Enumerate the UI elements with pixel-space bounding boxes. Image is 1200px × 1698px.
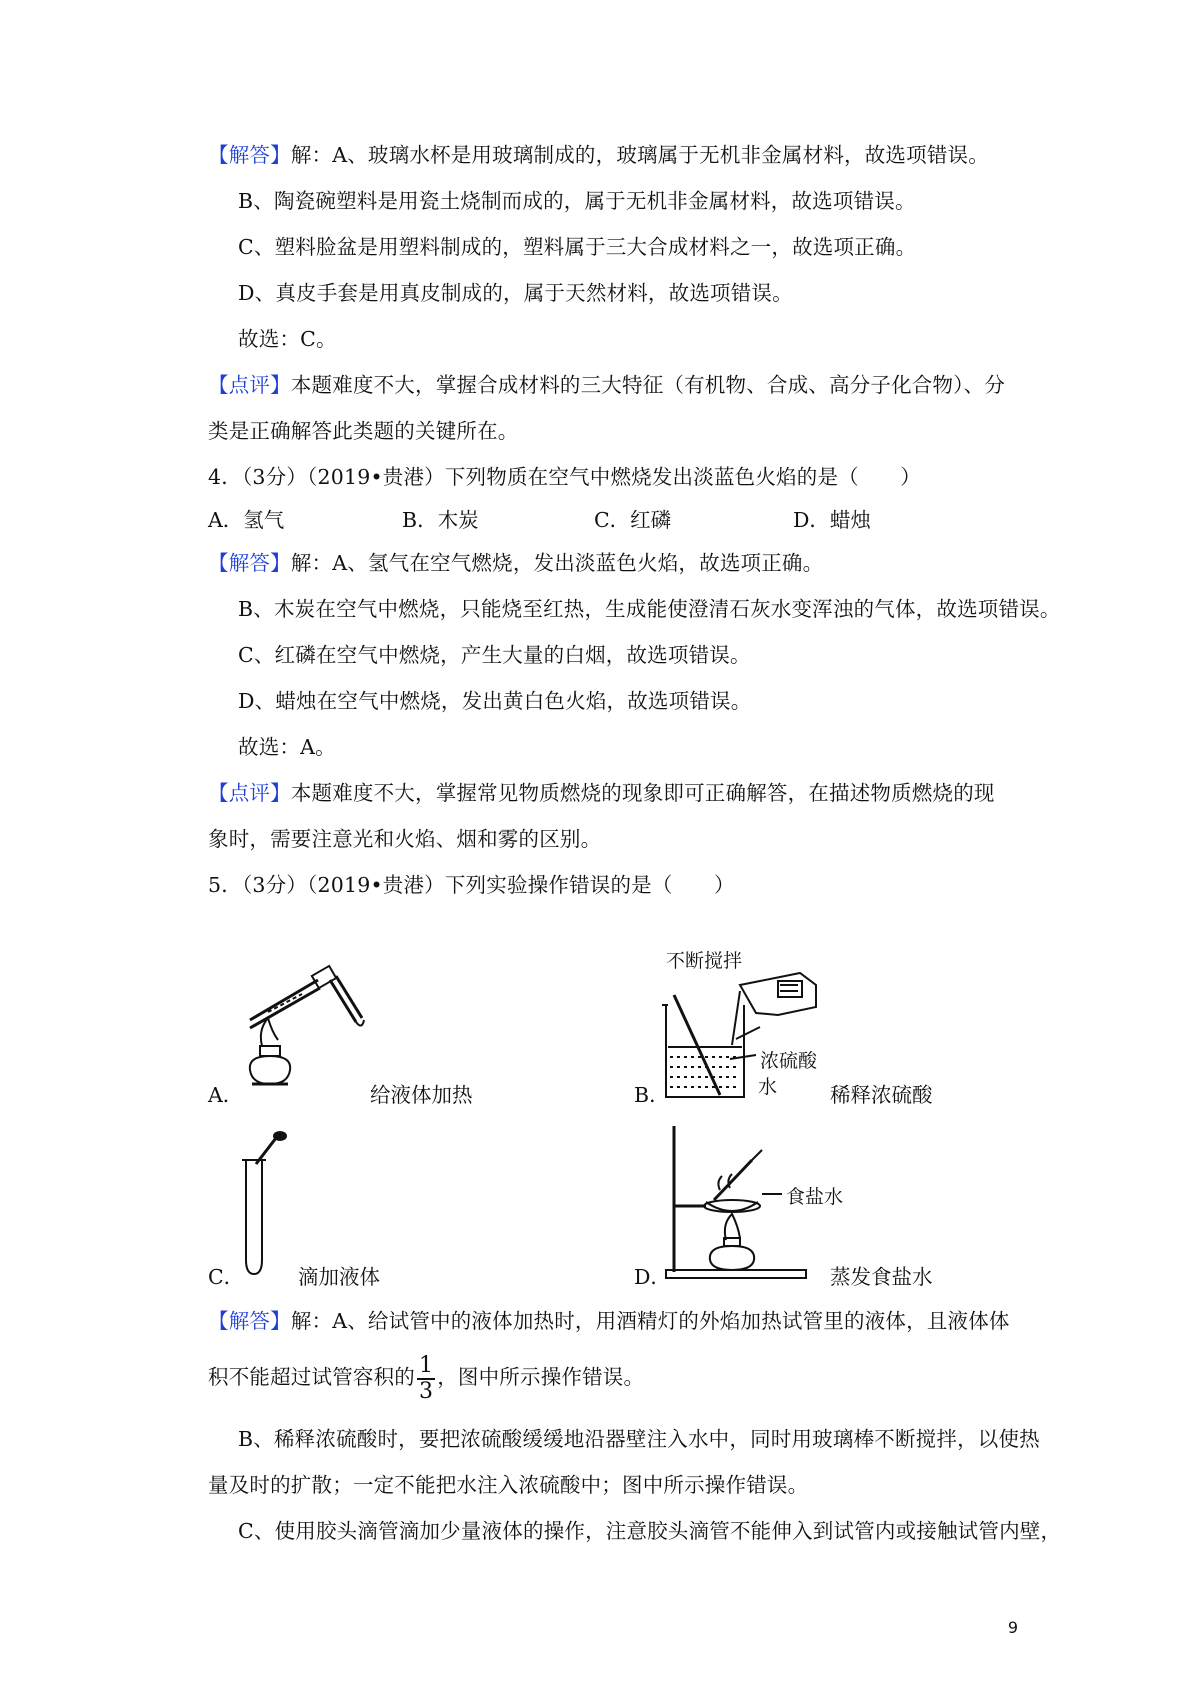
q5-option-a-caption: 给液体加热 — [370, 1083, 473, 1107]
q5-answer-c-1: C、使用胶头滴管滴加少量液体的操作，注意胶头滴管不能伸入到试管内或接触试管内壁， — [238, 1519, 1062, 1543]
answer-text: 解：A、给试管中的液体加热时，用酒精灯的外焰加热试管里的液体，且液体体 — [290, 1309, 1010, 1333]
answer-tag: 【解答】 — [208, 143, 291, 167]
acid-label: 浓硫酸 — [760, 1050, 818, 1072]
q5-stem: 5．（3分）（2019•贵港）下列实验操作错误的是（ ） — [208, 873, 735, 897]
diluting-acid-illustration — [660, 955, 820, 1105]
q5-answer-b-1: B、稀释浓硫酸时，要把浓硫酸缓缓地沿器壁注入水中，同时用玻璃棒不断搅拌，以使热 — [238, 1427, 1040, 1451]
fraction-one-third — [417, 1354, 435, 1404]
salt-water-label: 食盐水 — [786, 1186, 844, 1208]
q3-answer-a — [208, 140, 989, 170]
q5-option-d-caption: 蒸发食盐水 — [830, 1265, 933, 1289]
answer-tag: 【解答】 — [208, 1309, 291, 1333]
q5-answer-a-2 — [208, 1350, 644, 1404]
q3-answer-d: D、真皮手套是用真皮制成的，属于天然材料，故选项错误。 — [238, 281, 793, 305]
q5-answer-b-2: 量及时的扩散；一定不能把水注入浓硫酸中；图中所示操作错误。 — [208, 1473, 809, 1497]
answer-tag: 【解答】 — [208, 551, 291, 575]
comment-text: 本题难度不大，掌握常见物质燃烧的现象即可正确解答，在描述物质燃烧的现 — [290, 781, 995, 805]
q5-option-c-letter: C． — [208, 1265, 245, 1289]
q4-answer-a — [208, 548, 823, 578]
q3-answer-c: C、塑料脸盆是用塑料制成的，塑料属于三大合成材料之一，故选项正确。 — [238, 235, 917, 259]
q4-answer-d: D、蜡烛在空气中燃烧，发出黄白色火焰，故选项错误。 — [238, 689, 752, 713]
heating-liquid-illustration — [238, 960, 368, 1095]
q4-answer-b: B、木炭在空气中燃烧，只能烧至红热，生成能使澄清石灰水变浑浊的气体，故选项错误。 — [238, 597, 1061, 621]
q4-comment-1 — [208, 778, 995, 808]
q4-choice: 故选：A。 — [238, 735, 336, 759]
q4-option-d: D．蜡烛 — [793, 508, 871, 532]
fraction-numerator: 1 — [419, 1352, 434, 1378]
fraction-denominator: 3 — [419, 1378, 434, 1404]
stir-label: 不断搅拌 — [666, 950, 743, 972]
q3-comment-2: 类是正确解答此类题的关键所在。 — [208, 419, 519, 443]
q5-answer-a-1 — [208, 1306, 1010, 1336]
page-number: 9 — [1007, 1618, 1018, 1637]
answer-text: 解：A、氢气在空气燃烧，发出淡蓝色火焰，故选项正确。 — [290, 551, 824, 575]
q3-comment-1 — [208, 370, 1005, 400]
answer-text: 解：A、玻璃水杯是用玻璃制成的，玻璃属于无机非金属材料，故选项错误。 — [290, 143, 989, 167]
q3-choice: 故选：C。 — [238, 327, 337, 351]
answer-text: 积不能超过试管容积的 — [208, 1365, 415, 1389]
comment-text: 本题难度不大，掌握合成材料的三大特征（有机物、合成、高分子化合物）、分 — [290, 373, 1006, 397]
q3-answer-b: B、陶瓷碗塑料是用瓷土烧制而成的，属于无机非金属材料，故选项错误。 — [238, 189, 916, 213]
q4-option-b: B．木炭 — [402, 508, 479, 532]
q5-option-b-letter: B． — [634, 1083, 670, 1107]
dropping-liquid-illustration — [238, 1130, 298, 1280]
q4-option-c: C．红磷 — [594, 508, 672, 532]
q4-comment-2: 象时，需要注意光和火焰、烟和雾的区别。 — [208, 827, 602, 851]
q4-option-a: A．氢气 — [208, 508, 285, 532]
water-label: 水 — [758, 1076, 778, 1098]
q4-answer-c: C、红磷在空气中燃烧，产生大量的白烟，故选项错误。 — [238, 643, 751, 667]
q4-stem: 4．（3分）（2019•贵港）下列物质在空气中燃烧发出淡蓝色火焰的是（ ） — [208, 465, 921, 489]
comment-tag: 【点评】 — [208, 373, 291, 397]
q5-option-b-caption: 稀释浓硫酸 — [830, 1083, 933, 1107]
answer-text: ，图中所示操作错误。 — [437, 1365, 645, 1389]
q5-option-a-letter: A． — [208, 1083, 244, 1107]
q5-option-c-caption: 滴加液体 — [298, 1265, 380, 1289]
q5-option-d-letter: D． — [634, 1265, 671, 1289]
comment-tag: 【点评】 — [208, 781, 291, 805]
